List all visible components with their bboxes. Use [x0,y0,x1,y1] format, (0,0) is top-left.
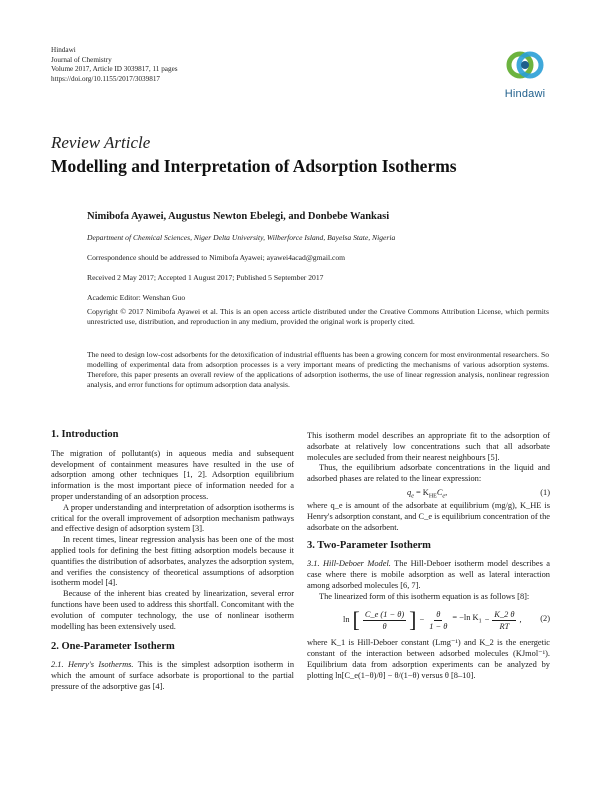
hill-paragraph [307,559,550,591]
intro-paragraph-1: The migration of pollutant(s) in aqueous media and subsequent development of containment measures have resulted in the use of adsorption among other techniques [1, 2]. Adsorption equilibrium information is the most important piece of information needed for a proper understanding of an adsorption process. [51,448,294,501]
henry-paragraph [51,660,294,692]
hill-text: The Hill-Deboer isotherm model describes a case where there is mobile adsorption as well as lateral interaction among adsorbed molecules [6, 7]. [307,559,550,590]
volume-line: Volume 2017, Article ID 3039817, 11 pages [51,65,178,74]
two-param-heading: 3. Two-Parameter Isotherm [307,540,431,552]
henry-text: This is the simplest adsorption isotherm in which the amount of surface adsorbate is proportional to the partial pressure of the adsorptive gas [4]. [51,660,295,691]
dates: Received 2 May 2017; Accepted 1 August 2017; Published 5 September 2017 [87,273,324,282]
intro-paragraph-3: In recent times, linear regression analysis has been one of the most applied tools for defining the best fitting adsorption models because it quantifies the distribution of adsorbates, analyzes the adsorption system, and verifies the consistency of theoretical assumptions of adsorption isotherm model [4]. [51,535,294,588]
right-paragraph-5: where K_1 is Hill-Deboer constant (Lmg⁻¹) and K_2 is the energetic constant of the interaction between adsorbed molecules (KJmol⁻¹). Equilibrium data from adsorption experiments can be analyzed by plotting ln[C_e(1−θ)/θ] − θ/(1−θ) versus θ [8–10]. [307,638,550,680]
page-title: Modelling and Interpretation of Adsorption Isotherms [51,156,457,176]
equation-2-number: (2) [540,614,550,624]
intro-paragraph-4: Because of the inherent bias created by linearization, several error functions have been used to address this shortfall. Concomitant with the evolution of computer technology, the use of nonlinear isotherm modelling has been extensively used. [51,589,294,631]
affiliation: Department of Chemical Sciences, Niger Delta University, Wilberforce Island, Bayelsa State, Nigeria [87,233,396,242]
equation-1 [307,485,550,501]
right-paragraph-3: where q_e is amount of the adsorbate at equilibrium (mg/g), K_HE is Henry's adsorption constant, and C_e is equilibrium concentration of the adsorbate on the adsorbent. [307,500,550,532]
publisher-name: Hindawi [51,46,76,54]
intro-heading: 1. Introduction [51,429,119,440]
copyright-notice: Copyright © 2017 Nimibofa Ayawei et al. This is an open access article distributed under the Creative Commons Attribution License, which permits unrestricted use, distribution, and reproduction in any medium, provided the original work is properly cited. [87,307,549,326]
equation-2 [307,602,550,638]
journal-meta [51,46,178,84]
logo-wordmark: Hindawi [504,88,546,100]
intro-paragraph-2: A proper understanding and interpretation of adsorption isotherms is critical for the overall improvement of adsorption mechanism pathways and effective design of adsorption system [3]. [51,502,294,534]
academic-editor: Academic Editor: Wenshan Guo [87,293,186,302]
right-paragraph-1: This isotherm model describes an appropriate fit to the adsorption of adsorbate at relatively low concentrations such that all adsorbate molecules are secluded from their nearest neighbours [5]. [307,431,550,462]
right-paragraph-2: Thus, the equilibrium adsorbate concentrations in the liquid and adsorbed phases are related to the linear expression: [307,463,550,484]
equation-2-body: ln [ $\frac{C\_e (1 - \theta)}{\theta}$ ] − $\frac{\theta}{1 - \theta}$ = −ln $K_1$ − $\frac{K\_2 \theta}{RT}$ , [343,607,522,633]
one-param-heading: 2. One-Parameter Isotherm [51,641,175,653]
henry-subheading: 2.1. Henry's Isotherms. [51,660,134,670]
journal-name: Journal of Chemistry [51,55,112,64]
right-paragraph-4: The linearized form of this isotherm equation is as follows [8]: [319,591,530,601]
hill-subheading: 3.1. Hill-Deboer Model. [307,559,391,569]
doi-link[interactable]: https://doi.org/10.1155/2017/3039817 [51,74,161,83]
abstract: The need to design low-cost adsorbents for the detoxification of industrial effluents has been a growing concern for most environmental researchers. So modelling of experimental data from adsorption processes is a very important means of predicting the mechanisms of various adsorption systems. Therefore, this paper presents an overall review of the applications of adsorption isotherms, the use of linear regression analysis, nonlinear regression analysis, and error functions for optimum adsorption data analysis. [87,350,549,389]
equation-1-number: (1) [540,487,550,497]
correspondence: Correspondence should be addressed to Nimibofa Ayawei; ayawei4acad@gmail.com [87,253,346,262]
left-column [51,430,294,693]
article-type: Review Article [51,133,151,152]
authors: Nimibofa Ayawei, Augustus Newton Ebelegi, and Donbebe Wankasi [87,211,390,222]
right-column [307,431,550,682]
equation-1-body: $q_e = K_{HE}C_e$, [407,487,448,500]
